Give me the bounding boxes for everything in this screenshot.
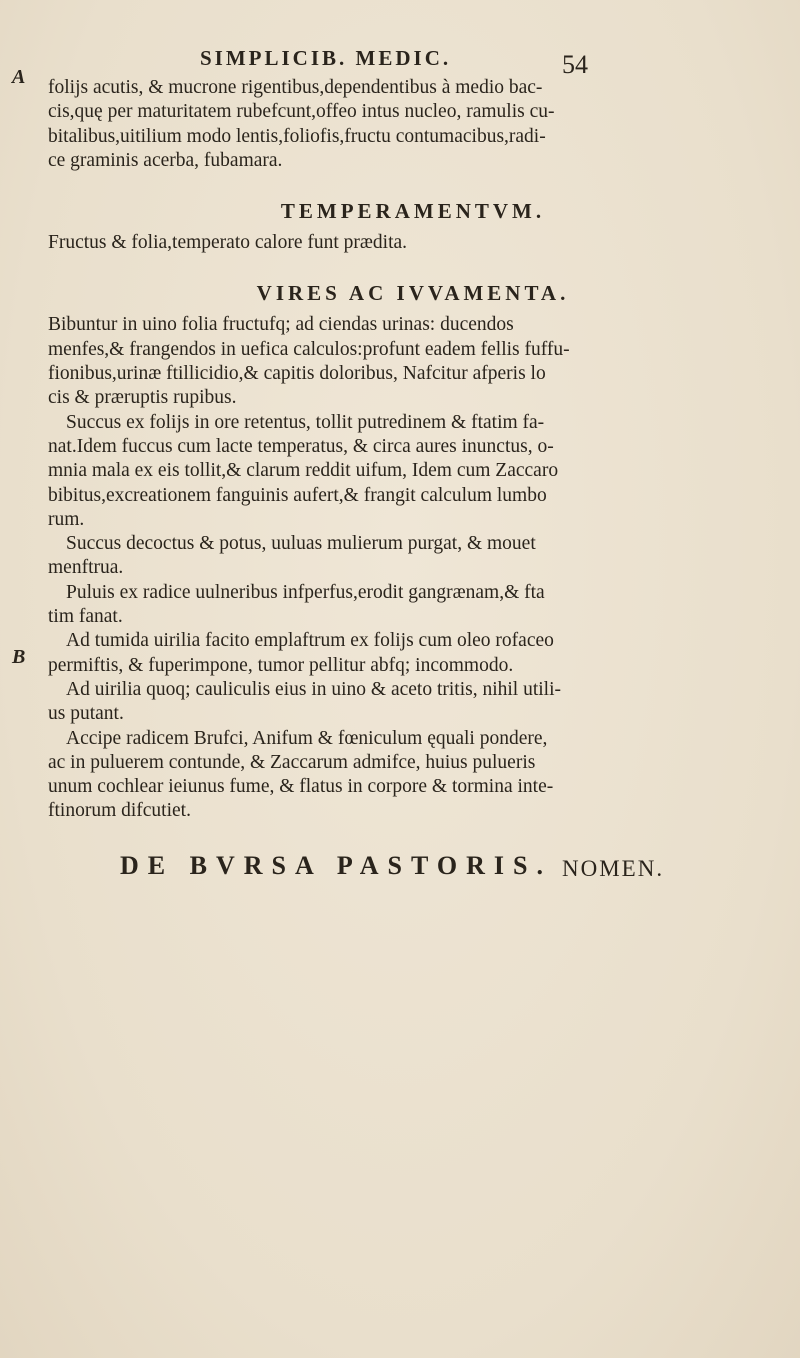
text-line: tim fanat. (48, 606, 123, 628)
text-line: permiftis, & fuperimpone, tumor pellitur abfq; incommodo. (48, 654, 514, 676)
description-paragraph (48, 76, 778, 173)
text-line: bibitus,excreationem fanguinis aufert,& frangit calculum lumbo (48, 484, 547, 506)
text-line: Fructus & folia,temperato calore funt prædita. (48, 232, 408, 254)
section-heading-bursa-pastoris: DE BVRSA PASTORIS. (120, 850, 552, 880)
text-block (48, 76, 778, 886)
margin-letter-b: B (12, 646, 26, 668)
text-line: ac in puluerem contunde, & Zaccarum admifce, huius pulueris (48, 751, 536, 773)
running-title: SIMPLICIB. MEDIC. (200, 46, 452, 70)
text-line: bitalibus,uitilium modo lentis,foliofis,fructu contumacibus,radi- (48, 125, 546, 147)
text-line: Succus decoctus & potus, uuluas mulierum purgat, & mouet (66, 533, 536, 555)
text-line: folijs acutis, & mucrone rigentibus,dependentibus à medio bac- (48, 77, 543, 98)
text-line: mnia mala ex eis tollit,& clarum reddit uifum, Idem cum Zaccaro (48, 460, 559, 482)
text-line: Bibuntur in uino folia fructufq; ad ciendas urinas: ducendos (48, 314, 514, 336)
text-line: us putant. (48, 703, 124, 725)
running-head (200, 46, 620, 79)
text-line: Ad tumida uirilia facito emplaftrum ex folijs cum oleo rofaceo (66, 630, 554, 652)
text-line: cis,quę per maturitatem rubefcunt,offeo intus nucleo, ramulis cu- (48, 101, 555, 123)
text-line: unum cochlear ieiunus fume, & flatus in corpore & tormina inte- (48, 776, 554, 798)
text-line: rum. (48, 508, 85, 530)
text-line: fionibus,urinæ ftillicidio,& capitis doloribus, Nafcitur afperis lo (48, 363, 546, 385)
text-line: cis & præruptis rupibus. (48, 387, 237, 409)
text-line: ftinorum difcutiet. (48, 800, 191, 822)
catchword: NOMEN. (562, 856, 665, 881)
vires-paragraphs (48, 313, 778, 823)
text-line: menfes,& frangendos in uefica calculos:profunt eadem fellis fuffu- (48, 338, 570, 360)
text-line: menftrua. (48, 557, 124, 579)
text-line: ce graminis acerba, fubamara. (48, 149, 283, 171)
page-number: 54 (562, 50, 588, 79)
margin-letter-a: A (12, 66, 26, 88)
section-heading-temperamentum: TEMPERAMENTVM. (280, 199, 546, 224)
section-heading-vires: VIRES AC IVVAMENTA. (256, 281, 570, 306)
text-line: Accipe radicem Brufci, Anifum & fœniculum ęquali pondere, (66, 727, 548, 749)
text-line: Puluis ex radice uulneribus infperfus,erodit gangrænam,& fta (66, 581, 545, 603)
text-line: Succus ex folijs in ore retentus, tollit putredinem & ftatim fa- (66, 411, 545, 433)
text-line: nat.Idem fuccus cum lacte temperatus, & circa aures inunctus, o- (48, 435, 554, 457)
text-line: Ad uirilia quoq; cauliculis eius in uino & aceto tritis, nihil utili- (66, 678, 562, 700)
